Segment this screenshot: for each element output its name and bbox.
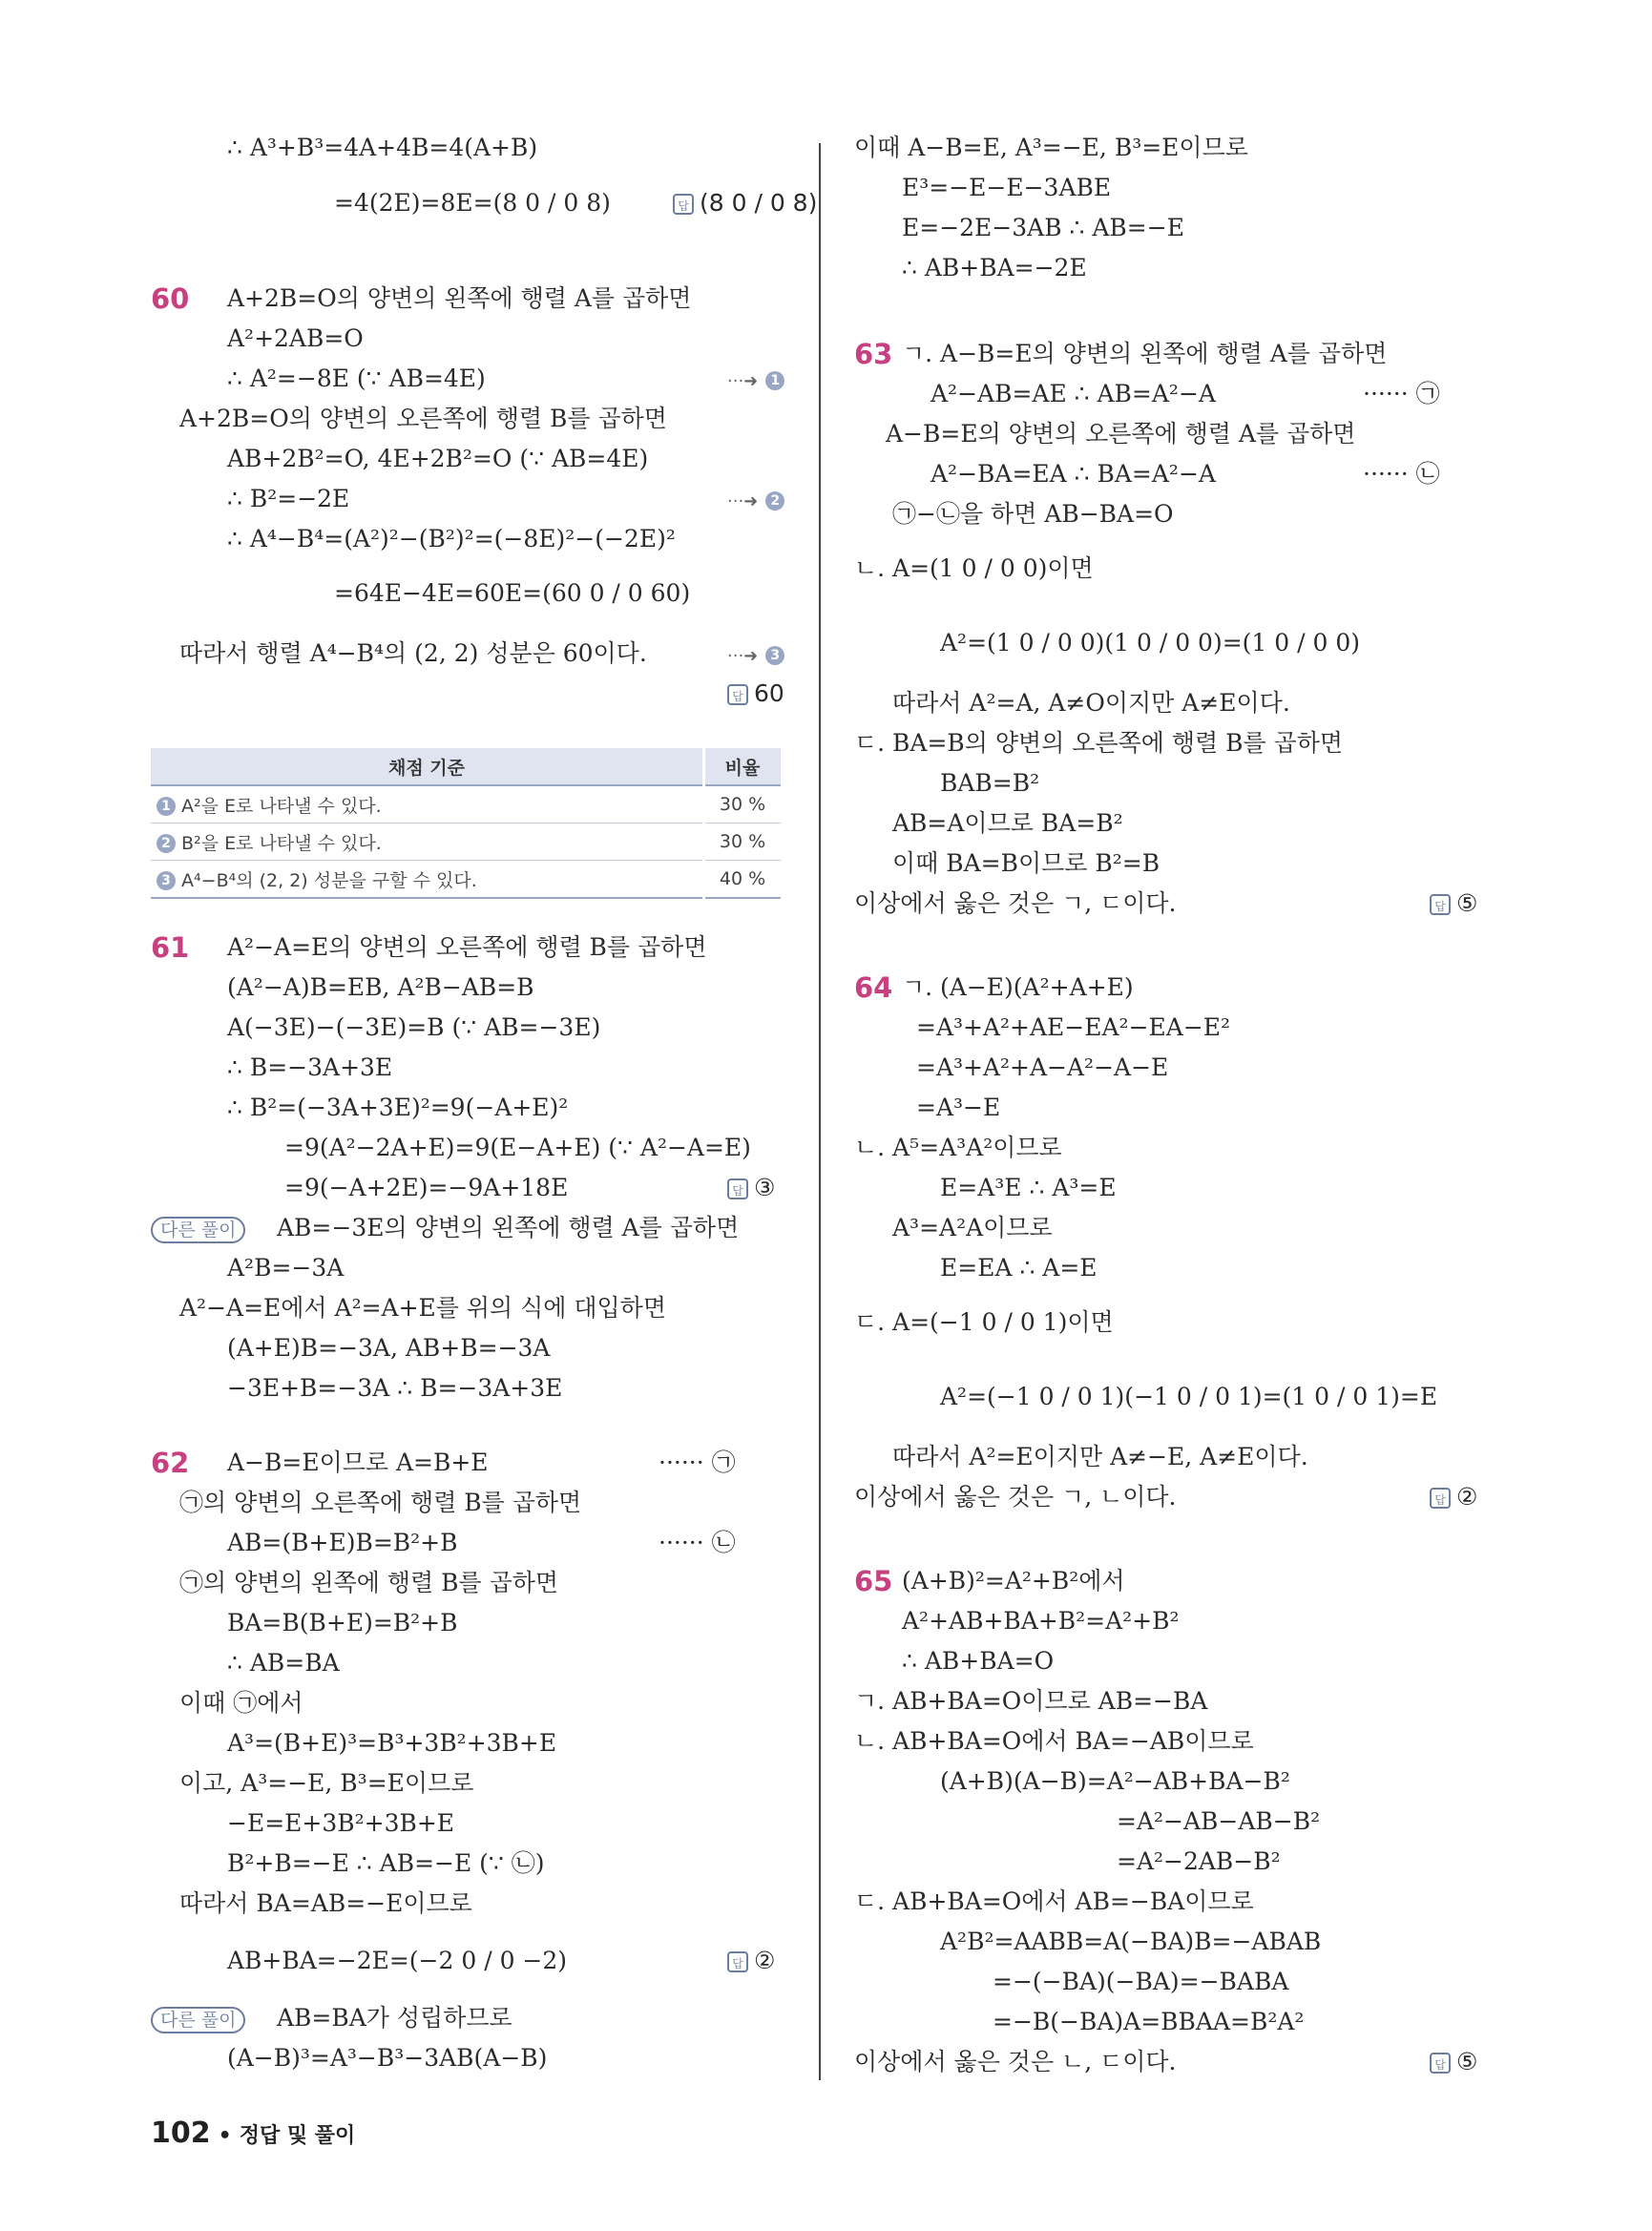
solution-line: ㉠의 양변의 왼쪽에 행렬 B를 곱하면 [179, 1569, 559, 1596]
solution-line: A²=(1 0 / 0 0)(1 0 / 0 0)=(1 0 / 0 0) [940, 629, 1360, 657]
problem-number: 64 [854, 971, 893, 1004]
ratio-cell: 30 % [704, 785, 782, 824]
criterion-text: B²을 E로 나타낼 수 있다. [181, 832, 382, 854]
solution-line: 이상에서 옳은 것은 ㄱ, ㄴ이다. [854, 1483, 1177, 1511]
answer-box [1430, 2048, 1477, 2076]
answer-icon: 답 [1430, 1488, 1451, 1509]
solution-line: AB+BA=−2E=(−2 0 / 0 −2) [227, 1947, 568, 1974]
answer-icon: 답 [1430, 2053, 1451, 2074]
answer-value: 60 [754, 679, 784, 707]
solution-line: =4(2E)=8E=(8 0 / 0 8) [334, 189, 611, 217]
solution-line: AB=BA가 성립하므로 [277, 2004, 512, 2032]
answer-box [673, 189, 817, 218]
step-marker [727, 365, 784, 396]
step-marker-icon: 1 [157, 797, 176, 816]
solution-line: −3E+B=−3A ∴ B=−3A+3E [227, 1374, 563, 1402]
solution-line: 이상에서 옳은 것은 ㄴ, ㄷ이다. [854, 2048, 1177, 2075]
solution-line: A²−A=E에서 A²=A+E를 위의 식에 대입하면 [179, 1294, 666, 1322]
solution-line: 따라서 BA=AB=−E이므로 [179, 1889, 472, 1917]
solution-line: =64E−4E=60E=(60 0 / 0 60) [334, 579, 691, 607]
answer-box [1430, 889, 1477, 918]
solution-line: ∴ AB+BA=O [902, 1647, 1055, 1675]
problem-number: 60 [151, 282, 190, 315]
solution-line: =A²−AB−AB−B² [1117, 1807, 1321, 1835]
table-row [151, 785, 781, 824]
solution-line: E³=−E−E−3ABE [902, 174, 1112, 201]
solution-line: ㉠−㉡을 하면 AB−BA=O [892, 500, 1174, 528]
step-marker [727, 485, 784, 516]
answer-box [727, 1174, 775, 1202]
solution-line: A²B=−3A [227, 1254, 345, 1282]
solution-line: ∴ A⁴−B⁴=(A²)²−(B²)²=(−8E)²−(−2E)² [227, 525, 676, 553]
solution-line: A²−AB=AE ∴ AB=A²−A [931, 380, 1216, 407]
table-header-ratio: 비율 [704, 748, 782, 785]
criterion-text: A²을 E로 나타낼 수 있다. [181, 795, 382, 817]
alt-solution-badge [151, 2004, 251, 2033]
answer-box [727, 1947, 775, 1975]
step-marker-icon: 2 [157, 834, 176, 853]
footer-title: 정답 및 풀이 [239, 2124, 356, 2148]
problem-number: 63 [854, 338, 893, 370]
solution-line: (A+B)(A−B)=A²−AB+BA−B² [940, 1767, 1290, 1795]
solution-line: =9(A²−2A+E)=9(E−A+E) (∵ A²−A=E) [284, 1134, 751, 1161]
solution-line: (A²−A)B=EB, A²B−AB=B [227, 973, 534, 1001]
solution-line: =−B(−BA)A=BBAA=B²A² [993, 2008, 1305, 2035]
solution-line: A²=(−1 0 / 0 1)(−1 0 / 0 1)=(1 0 / 0 1)=E [940, 1383, 1438, 1410]
solution-line: =A²−2AB−B² [1117, 1847, 1281, 1875]
solution-line: AB=A이므로 BA=B² [892, 809, 1123, 837]
step-marker-icon: 3 [765, 646, 784, 665]
answer-box [727, 679, 784, 708]
answer-icon: 답 [1430, 894, 1451, 915]
table-row [151, 824, 781, 861]
solution-line: E=EA ∴ A=E [940, 1254, 1098, 1282]
solution-line: ∴ AB+BA=−2E [902, 254, 1087, 281]
solution-line: E=A³E ∴ A³=E [940, 1174, 1117, 1201]
solution-line: 이때 ㉠에서 [179, 1689, 303, 1717]
solution-line: ㄷ. BA=B의 양변의 오른쪽에 행렬 B를 곱하면 [854, 729, 1343, 757]
ratio-cell: 40 % [704, 861, 782, 899]
solution-line: A²−BA=EA ∴ BA=A²−A [931, 460, 1216, 488]
table-row [151, 861, 781, 899]
solution-line: A(−3E)−(−3E)=B (∵ AB=−3E) [227, 1013, 601, 1041]
solution-line: (A+E)B=−3A, AB+B=−3A [227, 1334, 551, 1362]
answer-value: (8 0 / 0 8) [700, 189, 818, 217]
solution-line: 이때 A−B=E, A³=−E, B³=E이므로 [854, 134, 1248, 161]
answer-value: ⑤ [1456, 889, 1478, 917]
solution-line: ∴ B=−3A+3E [227, 1053, 393, 1081]
answer-icon: 답 [727, 684, 748, 705]
solution-line: 따라서 A²=E이지만 A≠−E, A≠E이다. [892, 1443, 1308, 1470]
answer-icon: 답 [673, 194, 694, 215]
solution-line: (A+B)²=A²+B²에서 [902, 1567, 1125, 1595]
problem-number: 65 [854, 1565, 893, 1597]
solution-line: AB+2B²=O, 4E+2B²=O (∵ AB=4E) [227, 445, 649, 472]
solution-line: B²+B=−E ∴ AB=−E (∵ ㉡) [227, 1849, 545, 1877]
solution-line: BAB=B² [940, 769, 1040, 797]
problem-number: 62 [151, 1447, 190, 1479]
solution-line: ∴ B²=−2E [227, 485, 350, 512]
step-marker-icon: 2 [765, 491, 784, 511]
solution-line: =A³+A²+AE−EA²−EA−E² [916, 1013, 1231, 1041]
solution-line: −E=E+3B²+3B+E [227, 1809, 455, 1837]
arrow-icon: ···➜ [727, 371, 759, 391]
solution-line: AB=−3E의 양변의 왼쪽에 행렬 A를 곱하면 [277, 1214, 740, 1241]
solution-line: ㄱ. (A−E)(A²+A+E) [902, 973, 1134, 1001]
solution-line: (A−B)³=A³−B³−3AB(A−B) [227, 2044, 548, 2072]
table-header-criteria: 채점 기준 [151, 748, 704, 785]
arrow-icon: ···➜ [727, 491, 759, 511]
solution-line: A³=A²A이므로 [892, 1214, 1053, 1241]
solution-line: =−(−BA)(−BA)=−BABA [993, 1968, 1289, 1995]
solution-line: A−B=E이므로 A=B+E [227, 1449, 489, 1476]
solution-line: =A³+A²+A−A²−A−E [916, 1053, 1169, 1081]
solution-line: =9(−A+2E)=−9A+18E [284, 1174, 569, 1201]
solution-line: A+2B=O의 양변의 오른쪽에 행렬 B를 곱하면 [179, 405, 667, 432]
solution-line: BA=B(B+E)=B²+B [227, 1609, 458, 1637]
solution-line: A²+AB+BA+B²=A²+B² [902, 1607, 1180, 1635]
solution-line: ∴ A³+B³=4A+4B=4(A+B) [227, 134, 538, 161]
ratio-cell: 30 % [704, 824, 782, 861]
criterion-text: A⁴−B⁴의 (2, 2) 성분을 구할 수 있다. [181, 869, 477, 891]
problem-number: 61 [151, 931, 190, 964]
solution-line: ㄷ. A=(−1 0 / 0 1)이면 [854, 1308, 1114, 1336]
grading-criteria-table [151, 748, 781, 899]
solution-line: ∴ A²=−8E (∵ AB=4E) [227, 365, 486, 392]
solution-line: ㄴ. A=(1 0 / 0 0)이면 [854, 554, 1094, 582]
solution-line: A²−A=E의 양변의 오른쪽에 행렬 B를 곱하면 [227, 933, 707, 961]
equation-tag: ······ ㉠ [659, 1449, 736, 1476]
solution-line: A²B²=AABB=A(−BA)B=−ABAB [940, 1928, 1322, 1955]
column-divider [819, 143, 821, 2080]
arrow-icon: ···➜ [727, 646, 759, 666]
solution-line: A³=(B+E)³=B³+3B²+3B+E [227, 1729, 557, 1757]
answer-value: ③ [754, 1174, 776, 1201]
solution-line: ㄷ. AB+BA=O에서 AB=−BA이므로 [854, 1887, 1254, 1915]
equation-tag: ······ ㉡ [1363, 460, 1440, 488]
solution-line: 따라서 행렬 A⁴−B⁴의 (2, 2) 성분은 60이다. [179, 639, 647, 667]
solution-line: A+2B=O의 양변의 왼쪽에 행렬 A를 곱하면 [227, 284, 692, 312]
solution-line: ㄱ. A−B=E의 양변의 왼쪽에 행렬 A를 곱하면 [902, 340, 1388, 367]
solution-line: 이상에서 옳은 것은 ㄱ, ㄷ이다. [854, 889, 1177, 917]
page-number: 102 [151, 2116, 211, 2150]
answer-icon: 답 [727, 1951, 748, 1972]
answer-value: ② [1456, 1483, 1478, 1511]
alt-solution-label: 다른 풀이 [151, 2007, 245, 2033]
alt-solution-badge [151, 1214, 251, 1243]
solution-line: ∴ AB=BA [227, 1649, 340, 1677]
equation-tag: ······ ㉡ [659, 1529, 736, 1556]
answer-value: ② [754, 1947, 776, 1974]
solution-line: AB=(B+E)B=B²+B [227, 1529, 458, 1556]
solution-line: ㄴ. A⁵=A³A²이므로 [854, 1134, 1062, 1161]
solution-line: ㉠의 양변의 오른쪽에 행렬 B를 곱하면 [179, 1489, 582, 1516]
solution-line: E=−2E−3AB ∴ AB=−E [902, 214, 1184, 241]
page-footer: 102 • 정답 및 풀이 [151, 2116, 356, 2150]
answer-box [1430, 1483, 1477, 1512]
solution-line: 따라서 A²=A, A≠O이지만 A≠E이다. [892, 689, 1290, 717]
step-marker-icon: 1 [765, 371, 784, 390]
solution-line: A²+2AB=O [227, 324, 364, 352]
alt-solution-label: 다른 풀이 [151, 1217, 245, 1243]
solution-line: ㄴ. AB+BA=O에서 BA=−AB이므로 [854, 1727, 1254, 1755]
solution-line: 이때 BA=B이므로 B²=B [892, 849, 1161, 877]
answer-icon: 답 [727, 1178, 748, 1199]
answer-value: ⑤ [1456, 2048, 1478, 2075]
solution-line: ㄱ. AB+BA=O이므로 AB=−BA [854, 1687, 1208, 1715]
solution-line: 이고, A³=−E, B³=E이므로 [179, 1769, 474, 1797]
solution-line: A−B=E의 양변의 오른쪽에 행렬 A를 곱하면 [886, 420, 1356, 448]
solution-line: =A³−E [916, 1094, 1001, 1121]
equation-tag: ······ ㉠ [1363, 380, 1440, 407]
step-marker-icon: 3 [157, 871, 176, 890]
step-marker [727, 639, 784, 671]
solution-line: ∴ B²=(−3A+3E)²=9(−A+E)² [227, 1094, 569, 1121]
